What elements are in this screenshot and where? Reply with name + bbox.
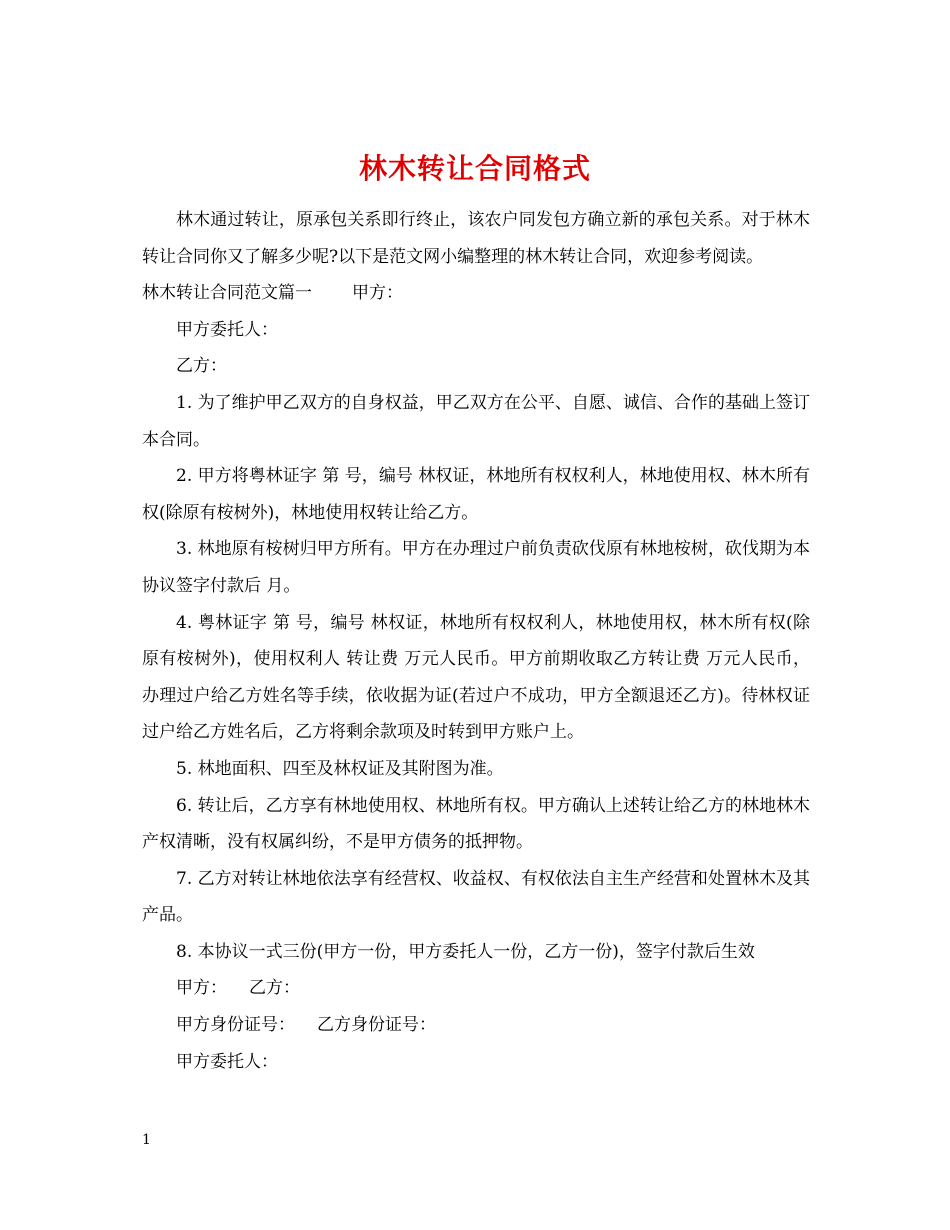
clause-1: 1. 为了维护甲乙双方的自身权益，甲乙双方在公平、自愿、诚信、合作的基础上签订本合同。 (142, 392, 810, 450)
signature-agent-line: 甲方委托人： (176, 1051, 278, 1072)
section-heading: 林木转让合同范文篇一 (142, 283, 312, 304)
section-heading-line (142, 275, 810, 312)
signature-party-a-id: 甲方身份证号： (176, 1015, 295, 1036)
signature-id-line (142, 1007, 810, 1044)
document-body (142, 202, 810, 1080)
clause-3: 3. 林地原有桉树归甲方所有。甲方在办理过户前负责砍伐原有林地桉树，砍伐期为本协议签字付款后 月。 (142, 539, 810, 596)
clause-6: 6. 转让后，乙方享有林地使用权、林地所有权。甲方确认上述转让给乙方的林地林木产权清晰，没有权属纠纷，不是甲方债务的抵押物。 (142, 795, 810, 853)
clause-8: 8. 本协议一式三份(甲方一份，甲方委托人一份，乙方一份)，签字付款后生效 (176, 941, 755, 962)
intro-paragraph: 林木通过转让，原承包关系即行终止，该农户同发包方确立新的承包关系。对于林木转让合同你又了解多少呢?以下是范文网小编整理的林木转让合同，欢迎参考阅读。 (142, 210, 810, 267)
signature-party-b-id: 乙方身份证号： (317, 1015, 436, 1036)
party-a-agent-line: 甲方委托人： (176, 319, 278, 340)
signature-party-a: 甲方： (176, 978, 227, 999)
signature-parties-line (142, 970, 810, 1007)
clause-7: 7. 乙方对转让林地依法享有经营权、收益权、有权依法自主生产经营和处置林木及其产品。 (142, 868, 810, 926)
clause-4: 4. 粤林证字 第 号，编号 林权证，林地所有权权利人，林地使用权，林木所有权(除原有桉树外)，使用权利人 转让费 万元人民币。甲方前期收取乙方转让费 万元人民币，办理过户给乙方姓名等手续，依收据为证(若过户不成功，甲方全额退还乙方)。待林权证过户给乙方姓名后，乙方将剩余款项及时转到甲方账户上。 (142, 612, 810, 743)
document-title: 林木转让合同格式 (358, 151, 591, 185)
party-b-line: 乙方： (176, 356, 227, 377)
page-number: 1 (142, 1132, 151, 1148)
party-a-label: 甲方： (352, 283, 403, 304)
clause-5: 5. 林地面积、四至及林权证及其附图为准。 (176, 758, 504, 779)
signature-party-b: 乙方： (249, 978, 300, 999)
clause-2: 2. 甲方将粤林证字 第 号，编号 林权证，林地所有权权利人，林地使用权、林木所有权(除原有桉树外)，林地使用权转让给乙方。 (142, 466, 810, 523)
